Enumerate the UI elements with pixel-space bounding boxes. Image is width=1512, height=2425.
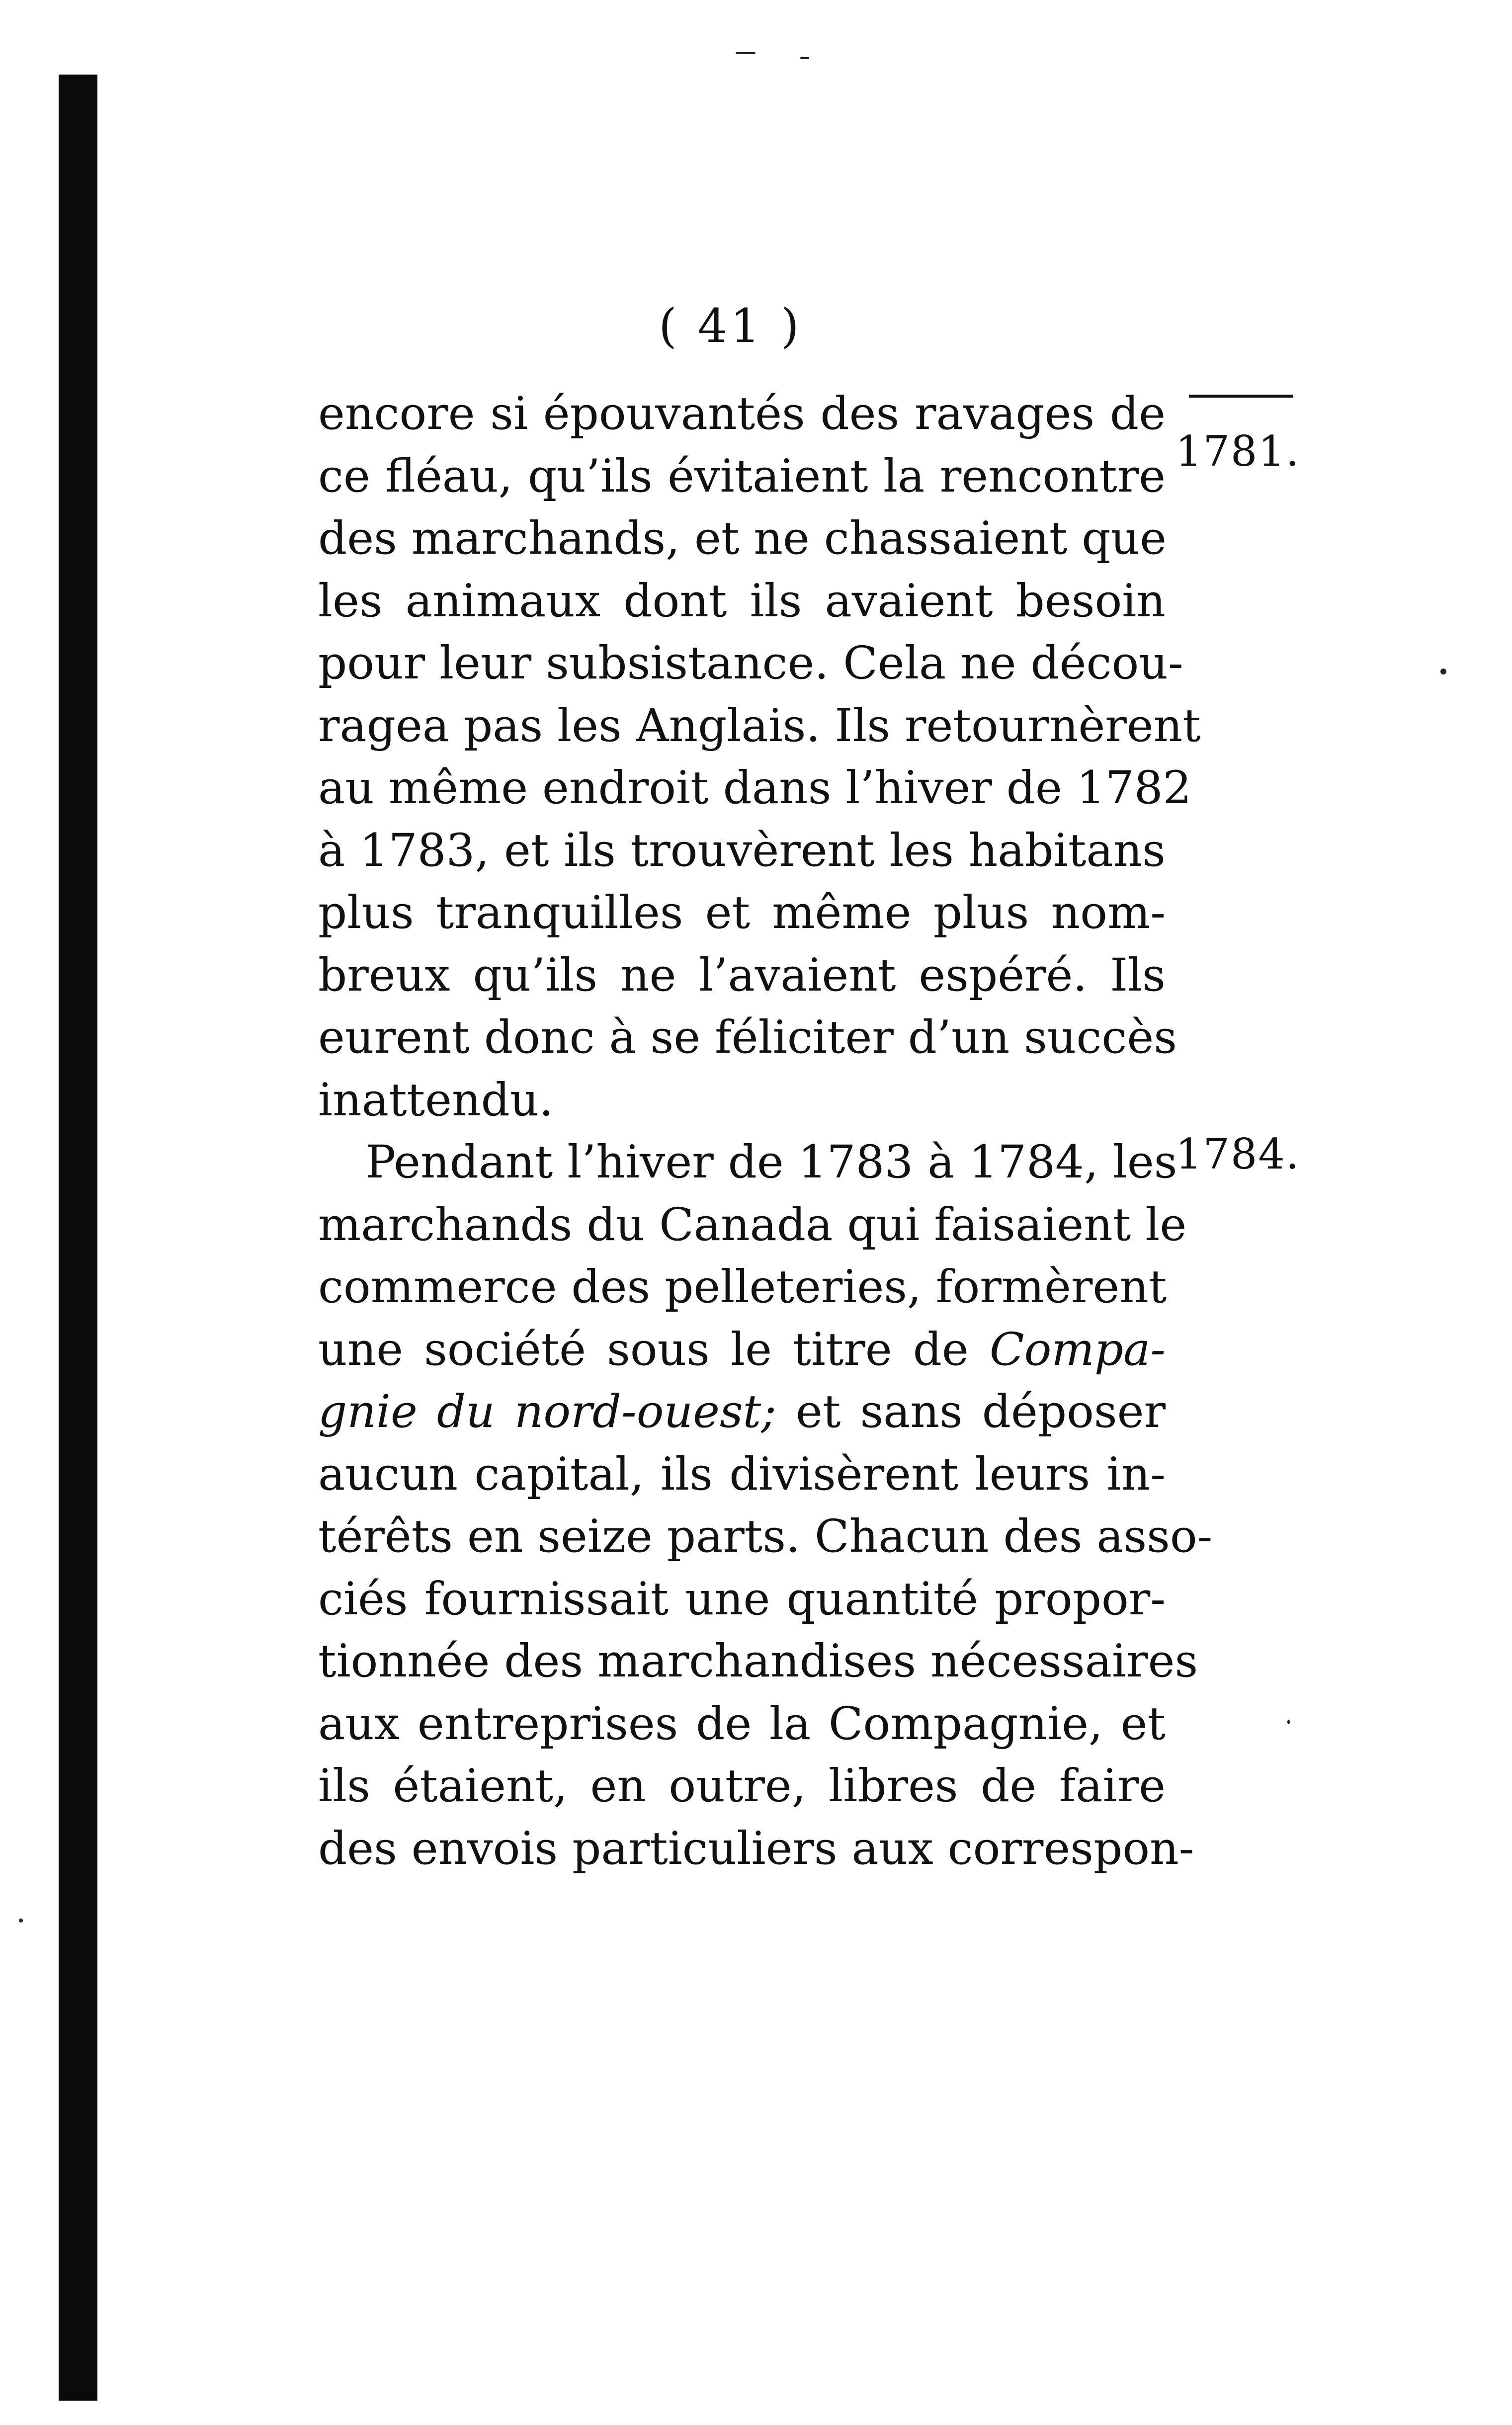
text-line: breux qu’ils ne l’avaient espéré. Ils [318,949,1166,1002]
scan-speck [736,52,756,54]
text-line: aucun capital, ils divisèrent leurs in- [318,1448,1166,1501]
text-line: Pendant l’hiver de 1783 à 1784, les [365,1136,1177,1188]
text-line: des marchands, et ne chassaient que [318,512,1167,565]
text-line: ils étaient, en outre, libres de faire [318,1760,1166,1812]
text-line: eurent donc à se féliciter d’un succès [318,1011,1177,1064]
text-line: plus tranquilles et même plus nom- [318,887,1166,939]
text-line: ce fléau, qu’ils évitaient la rencontre [318,450,1166,502]
margin-rule [1189,395,1293,398]
binding-edge [59,75,97,2401]
text-line: à 1783, et ils trouvèrent les habitans [318,824,1166,877]
text-segment: et sans déposer [776,1386,1166,1438]
text-line [318,1319,1166,1381]
margin-date-1781: 1781. [1176,427,1300,476]
text-line: les animaux dont ils avaient besoin [318,575,1166,627]
text-line: encore si épouvantés des ravages de [318,388,1166,440]
text-line: inattendu. [318,1074,554,1126]
text-line: marchands du Canada qui faisaient le [318,1198,1187,1251]
italic-title-segment: gnie du nord-ouest; [318,1386,776,1438]
scan-speck [800,57,809,59]
text-line: aux entreprises de la Compagnie, et [318,1697,1166,1750]
text-line: commerce des pelleteries, formèrent [318,1261,1167,1313]
scan-speck [1440,669,1446,674]
text-line: tionnée des marchandises nécessaires [318,1635,1198,1687]
body-text [318,383,1213,1880]
margin-date-1784: 1784. [1176,1130,1300,1178]
text-segment: une société sous le titre de [318,1323,990,1376]
text-line: au même endroit dans l’hiver de 1782 [318,762,1192,814]
text-line: ciés fournissait une quantité propor- [318,1573,1166,1625]
text-line: pour leur subsistance. Cela ne décou- [318,637,1183,689]
scan-speck [1287,1720,1290,1724]
text-line: térêts en seize parts. Chacun des asso- [318,1510,1213,1563]
text-line [318,1381,1166,1443]
text-line: ragea pas les Anglais. Ils retournèrent [318,699,1201,752]
scan-speck [19,1919,23,1923]
italic-title-segment: Compa- [990,1323,1166,1376]
text-line: des envois particuliers aux correspon- [318,1822,1194,1875]
page-number: ( 41 ) [659,299,802,353]
